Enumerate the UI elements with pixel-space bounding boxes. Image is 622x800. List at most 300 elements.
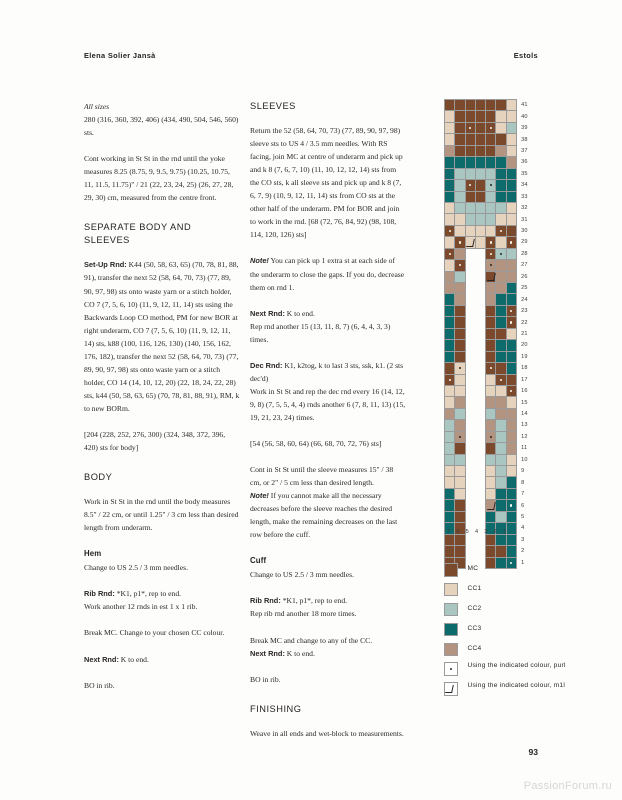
chart-cell [486, 420, 496, 431]
chart-column-number: 4 [474, 529, 479, 535]
chart-cell [496, 248, 506, 259]
chart-cell [465, 145, 475, 156]
chart-cell [506, 534, 516, 545]
chart-cell [445, 397, 455, 408]
chart-cell [496, 100, 506, 111]
chart-row-number: 11 [521, 445, 528, 452]
colour-swatch-icon [444, 643, 458, 657]
chart-cell [496, 168, 506, 179]
middle-text-column [250, 100, 406, 753]
chart-cell [486, 214, 496, 225]
chart-cell [465, 191, 475, 202]
chart-row-number: 27 [521, 262, 528, 269]
chart-cell [486, 454, 496, 465]
chart-cell [486, 443, 496, 454]
chart-cell-empty [475, 454, 485, 465]
chart-row [445, 237, 536, 248]
chart-cell [445, 305, 455, 316]
all-sizes-counts: 280 (316, 360, 392, 406) (434, 490, 504, 546, 560) sts. [84, 115, 239, 138]
chart-cell [506, 248, 516, 259]
chart-cell [455, 397, 465, 408]
chart-row [445, 351, 536, 362]
chart-cell [475, 134, 485, 145]
chart-row [445, 122, 536, 133]
chart-row [445, 454, 536, 465]
chart-row [445, 317, 536, 328]
heading-sleeves: SLEEVES [250, 101, 296, 111]
chart-cell [506, 328, 516, 339]
chart-cell [486, 488, 496, 499]
note-one-text: You can pick up 1 extra st at each side of the underarm to close the gaps. If you do, decrease them on rnd 1. [250, 256, 405, 292]
colour-swatch-icon [444, 603, 458, 617]
colour-swatch-icon [444, 623, 458, 637]
chart-cell-empty [465, 283, 475, 294]
chart-row-number: 36 [521, 159, 528, 166]
chart-cell-empty [465, 408, 475, 419]
chart-cell [455, 477, 465, 488]
chart-cell [506, 180, 516, 191]
chart-cell [496, 237, 506, 248]
chart-cell-empty [465, 500, 475, 511]
chart-cell [486, 477, 496, 488]
chart-row-number: 16 [521, 388, 528, 395]
chart-cell [455, 202, 465, 213]
chart-cell [486, 248, 496, 259]
heading-separate-body-and-sleeves: SEPARATE BODY AND SLEEVES [84, 222, 192, 246]
chart-cell [445, 328, 455, 339]
chart-cell [496, 397, 506, 408]
chart-row-number: 38 [521, 136, 528, 143]
chart-cell [445, 157, 455, 168]
chart-row [445, 534, 536, 545]
heading-body: BODY [84, 472, 113, 483]
chart-cell-empty [475, 511, 485, 522]
heading-finishing: FINISHING [250, 703, 302, 714]
chart-row-number: 9 [521, 468, 525, 475]
left-text-column [84, 100, 240, 705]
chart-row-number: 15 [521, 399, 528, 406]
chart-row [445, 340, 536, 351]
chart-row [445, 511, 536, 522]
next-round-text: K to end. [284, 308, 315, 318]
chart-cell [506, 260, 516, 271]
chart-cell [496, 317, 506, 328]
legend-label: CC1 [467, 584, 482, 592]
chart-row [445, 305, 536, 316]
chart-row-number: 28 [521, 250, 528, 257]
chart-cell [445, 546, 455, 557]
chart-cell [455, 111, 465, 122]
heading-hem: Hem [84, 549, 102, 559]
chart-cell [465, 237, 475, 248]
break-mc-paragraph: Break MC. Change to your chosen CC colour. [84, 628, 225, 638]
rib-round-label: Rib Rnd: [84, 589, 115, 599]
chart-cell-empty [475, 248, 485, 259]
chart-row [445, 134, 536, 145]
chart-cell-empty [475, 408, 485, 419]
chart-cell-empty [465, 534, 475, 545]
chart-cell [475, 145, 485, 156]
yoke-paragraph: Cont working in St St in the rnd until the yoke measures 8.25 (8.75, 9, 9.5, 9.75) (10.25, 10.75, 11, 11.5, 11.75)" / 21 (22, 23, 24, 25) (26, 27, 28, 29, 30) cm, measured from the centre front. [84, 154, 234, 203]
chart-cell [486, 374, 496, 385]
chart-cell [445, 202, 455, 213]
chart-cell [455, 134, 465, 145]
chart-row [445, 248, 536, 259]
chart-cell [506, 511, 516, 522]
legend-label: CC4 [467, 644, 482, 652]
chart-cell-empty [465, 317, 475, 328]
chart-cell [506, 168, 516, 179]
chart-row-number: 23 [521, 308, 528, 315]
chart-cell [506, 454, 516, 465]
chart-cell [496, 466, 506, 477]
chart-cell [486, 157, 496, 168]
chart-cell [496, 294, 506, 305]
dec-round-text: K1, k2tog, k to last 3 sts, ssk, k1. (2 sts dec'd) [250, 360, 404, 383]
chart-cell [496, 500, 506, 511]
chart-cell-empty [465, 420, 475, 431]
chart-cell-empty [465, 454, 475, 465]
chart-cell [496, 305, 506, 316]
chart-cell [465, 100, 475, 111]
chart-row [445, 100, 536, 111]
chart-cell [506, 500, 516, 511]
chart-cell [455, 145, 465, 156]
chart-cell-empty [465, 305, 475, 316]
chart-cell [486, 145, 496, 156]
next-round-text: K to end. [118, 654, 149, 664]
chart-cell-empty [465, 294, 475, 305]
legend-row [444, 643, 594, 657]
chart-cell-empty [465, 328, 475, 339]
chart-cell-empty [475, 271, 485, 282]
chart-cell [496, 534, 506, 545]
chart-row [445, 214, 536, 225]
chart-cell [445, 191, 455, 202]
chart-cell [506, 340, 516, 351]
chart-cell [465, 180, 475, 191]
bind-off-rib: BO in rib. [250, 674, 281, 684]
chart-cell-empty [465, 443, 475, 454]
legend-label: Using the indicated colour, m1l [467, 682, 566, 690]
chart-cell [465, 214, 475, 225]
chart-grid [444, 99, 536, 569]
chart-cell [486, 305, 496, 316]
chart-cell [486, 180, 496, 191]
heading-cuff: Cuff [250, 556, 267, 566]
chart-cell [486, 111, 496, 122]
chart-cell [506, 225, 516, 236]
next-round-paragraph [250, 307, 406, 320]
chart-cell-empty [475, 431, 485, 442]
legend-row [444, 623, 594, 637]
chart-cell [445, 511, 455, 522]
chart-row-number: 26 [521, 273, 528, 280]
chart-cell [445, 317, 455, 328]
chart-cell [506, 237, 516, 248]
chart-cell [486, 466, 496, 477]
chart-column-number: 5 [465, 529, 469, 535]
chart-cell [465, 134, 475, 145]
chart-cell [455, 260, 465, 271]
chart-row-number: 39 [521, 125, 528, 132]
chart-row-number: 21 [521, 330, 528, 337]
legend-row [444, 563, 594, 577]
chart-row [445, 408, 536, 419]
legend-label: Using the indicated colour, purl [467, 662, 566, 670]
body-paragraph: Work in St St in the rnd until the body measures 8.5" / 22 cm, or until 1.25" / 3 cm less than desired length from underarm. [84, 497, 239, 533]
chart-cell [455, 546, 465, 557]
chart-cell [475, 122, 485, 133]
chart-cell [496, 431, 506, 442]
chart-row [445, 397, 536, 408]
chart-cell [496, 134, 506, 145]
legend-row [444, 583, 594, 597]
chart-cell [506, 443, 516, 454]
chart-cell [445, 122, 455, 133]
chart-cell [445, 134, 455, 145]
chart-cell [445, 271, 455, 282]
chart-cell [506, 420, 516, 431]
chart-cell [486, 385, 496, 396]
chart-cell [486, 500, 496, 511]
chart-column-number: 7 [447, 529, 451, 535]
chart-cell [445, 466, 455, 477]
rib-round-paragraph [250, 594, 406, 607]
chart-cell [496, 202, 506, 213]
chart-cell-empty [475, 374, 485, 385]
chart-row [445, 466, 536, 477]
chart-cell [455, 317, 465, 328]
chart-cell [455, 534, 465, 545]
chart-row-number: 25 [521, 285, 528, 292]
chart-cell-empty [475, 351, 485, 362]
chart-cell [506, 466, 516, 477]
chart-cell [465, 122, 475, 133]
chart-row [445, 500, 536, 511]
chart-cell [455, 443, 465, 454]
chart-row-number: 37 [521, 147, 528, 154]
chart-cell [455, 214, 465, 225]
chart-row-number: 32 [521, 205, 528, 212]
chart-cell [496, 488, 506, 499]
chart-cell [496, 408, 506, 419]
chart-cell [496, 420, 506, 431]
chart-cell [445, 374, 455, 385]
chart-cell [486, 408, 496, 419]
chart-cell [455, 157, 465, 168]
chart-row [445, 168, 536, 179]
chart-cell [496, 214, 506, 225]
pattern-name: Estols [513, 51, 538, 60]
chart-row-number: 14 [521, 411, 528, 418]
chart-cell [455, 100, 465, 111]
chart-cell [486, 168, 496, 179]
chart-cell-empty [465, 431, 475, 442]
chart-cell [455, 305, 465, 316]
chart-cell [445, 283, 455, 294]
chart-row-number: 2 [521, 548, 525, 555]
note-one-label: Note! [250, 256, 269, 266]
chart-row [445, 431, 536, 442]
chart-column-numbers [444, 529, 509, 535]
chart-cell-empty [475, 328, 485, 339]
chart-cell [445, 294, 455, 305]
chart-cell-empty [475, 317, 485, 328]
chart-cell-empty [475, 283, 485, 294]
chart-cell-empty [465, 466, 475, 477]
chart-cell [445, 100, 455, 111]
page-number: 93 [528, 747, 538, 757]
chart-cell [496, 351, 506, 362]
chart-cell [486, 225, 496, 236]
chart-row-number: 31 [521, 216, 528, 223]
chart-cell [455, 168, 465, 179]
all-sizes-heading: All sizes [84, 102, 110, 111]
chart-cell [506, 305, 516, 316]
chart-cell [445, 454, 455, 465]
chart-cell [496, 145, 506, 156]
rib-round-repeat: Work another 12 rnds in est 1 x 1 rib. [84, 602, 198, 612]
chart-cell [455, 374, 465, 385]
chart-cell [496, 477, 506, 488]
chart-cell-empty [475, 488, 485, 499]
chart-cell [445, 431, 455, 442]
chart-row-number: 22 [521, 319, 528, 326]
chart-cell [496, 363, 506, 374]
chart-row [445, 271, 536, 282]
chart-row [445, 374, 536, 385]
setup-round-text: K44 (50, 58, 63, 65) (70, 78, 81, 88, 91), transfer the next 52 (58, 64, 70, 73) (77, 89, 90, 97, 98) sts onto waste yarn or a stitch holder, CO 7 (7, 5, 6, 10) (11, 9, 12, 11, 14) sts using the Backwards Loop CO method, PM for new BOR at right underarm, CO 7 (7, 5, 6, 10) (11, 9, 12, 11, 14) sts, k88 (100, 116, 126, 130) (140, 156, 162, 176, 182), transfer the next 52 (58, 64, 70, 73) (77, 89, 90, 97, 98) sts onto waste yarn or a stitch holder, CO 14 (14, 10, 12, 20) (22, 18, 24, 22, 28) sts, k44 (50, 58, 63, 65) (70, 78, 81, 88, 91), RM, k to new BORm. [84, 260, 240, 413]
chart-cell [506, 134, 516, 145]
chart-cell [465, 202, 475, 213]
chart-cell [455, 328, 465, 339]
chart-row [445, 283, 536, 294]
next-round-two-text: K to end. [284, 648, 315, 658]
chart-cell [496, 283, 506, 294]
chart-cell [455, 511, 465, 522]
dec-round-work: Work in St St and rep the dec rnd every 16 (14, 12, 9, 8) (7, 5, 5, 4, 4) rnds another 6 (7, 8, 11, 13) (15, 19, 21, 23, 24) times. [250, 386, 406, 422]
chart-row-number: 33 [521, 193, 528, 200]
chart-cell-empty [465, 397, 475, 408]
chart-cell [506, 431, 516, 442]
chart-cell [455, 225, 465, 236]
chart-cell [455, 363, 465, 374]
chart-row [445, 180, 536, 191]
chart-cell [496, 340, 506, 351]
chart-cell [475, 191, 485, 202]
chart-cell [486, 260, 496, 271]
chart-cell [445, 248, 455, 259]
chart-cell [475, 100, 485, 111]
chart-cell [455, 385, 465, 396]
chart-cell [455, 500, 465, 511]
chart-row-number: 20 [521, 342, 528, 349]
chart-cell [486, 397, 496, 408]
chart-cell [506, 488, 516, 499]
chart-cell-empty [475, 294, 485, 305]
chart-cell-empty [475, 477, 485, 488]
rib-round-label: Rib Rnd: [250, 596, 281, 606]
chart-row [445, 443, 536, 454]
chart-cell-empty [465, 260, 475, 271]
chart-cell [455, 454, 465, 465]
chart-cell [496, 191, 506, 202]
chart-cell [506, 191, 516, 202]
chart-row-number: 30 [521, 228, 528, 235]
chart-cell [496, 385, 506, 396]
chart-column-number: 3 [484, 529, 488, 535]
setup-round-paragraph [84, 258, 240, 415]
chart-cell [496, 271, 506, 282]
chart-cell [455, 351, 465, 362]
chart-cell [445, 443, 455, 454]
chart-row [445, 477, 536, 488]
bind-off-rib: BO in rib. [84, 680, 115, 690]
chart-cell [445, 145, 455, 156]
chart-row-number: 34 [521, 182, 528, 189]
m1l-symbol-icon [444, 682, 458, 696]
setup-round-label: Set-Up Rnd: [84, 260, 127, 270]
rib-round-paragraph [84, 587, 240, 600]
chart-cell [506, 271, 516, 282]
dec-round-label: Dec Rnd: [250, 360, 283, 370]
chart-cell [506, 351, 516, 362]
chart-cell-empty [475, 397, 485, 408]
cuff-paragraph: Change to US 2.5 / 3 mm needles. [250, 570, 354, 580]
chart-cell [506, 317, 516, 328]
legend-label: CC3 [467, 624, 482, 632]
next-round-two-paragraph [250, 647, 406, 660]
chart-cell [506, 283, 516, 294]
sleeves-paragraph: Return the 52 (58, 64, 70, 73) (77, 89, 90, 97, 98) sleeve sts to US 4 / 3.5 mm needles. With RS facing, join MC at centre of underarm and pick up and k 8 (7, 6, 7, 10) (11, 10, 12, 12, 14) sts from the CO sts, k all sleeve sts and pick up and k 8 (7, 6, 7, 9) (10, 9, 12, 11, 14) sts from CO sts at the other half of the underarm. PM for BOR and join to work in the rnd. [68 (72, 76, 84, 92) (98, 108, 114, 120, 126) sts] [250, 126, 403, 240]
chart-cell [455, 271, 465, 282]
chart-row-number: 19 [521, 353, 528, 360]
chart-column-number: 1 [502, 529, 506, 535]
chart-row [445, 363, 536, 374]
chart-cell [445, 534, 455, 545]
rib-round-repeat: Rep rib rnd another 18 more times. [250, 609, 357, 619]
sleeve-stitch-count: [54 (56, 58, 60, 64) (66, 68, 70, 72, 76) sts] [250, 438, 382, 448]
chart-row [445, 157, 536, 168]
chart-cell [496, 546, 506, 557]
chart-cell [445, 420, 455, 431]
chart-cell [496, 260, 506, 271]
chart-cell-empty [475, 385, 485, 396]
chart-cell [475, 237, 485, 248]
chart-row-number: 10 [521, 456, 528, 463]
chart-cell [445, 363, 455, 374]
chart-cell [506, 202, 516, 213]
rib-round-text: *K1, p1*, rep to end. [280, 596, 348, 606]
note-two-label: Note! [250, 491, 269, 501]
legend-row [444, 662, 594, 676]
chart-row-number: 41 [521, 102, 528, 109]
chart-cell [445, 260, 455, 271]
chart-cell-empty [465, 488, 475, 499]
chart-cell [445, 385, 455, 396]
chart-cell [445, 237, 455, 248]
chart-cell [465, 157, 475, 168]
chart-cell [445, 408, 455, 419]
chart-cell [496, 111, 506, 122]
chart-cell [496, 511, 506, 522]
chart-cell [486, 122, 496, 133]
chart-cell [486, 534, 496, 545]
chart-cell [506, 100, 516, 111]
chart-cell [455, 488, 465, 499]
chart-cell [486, 351, 496, 362]
